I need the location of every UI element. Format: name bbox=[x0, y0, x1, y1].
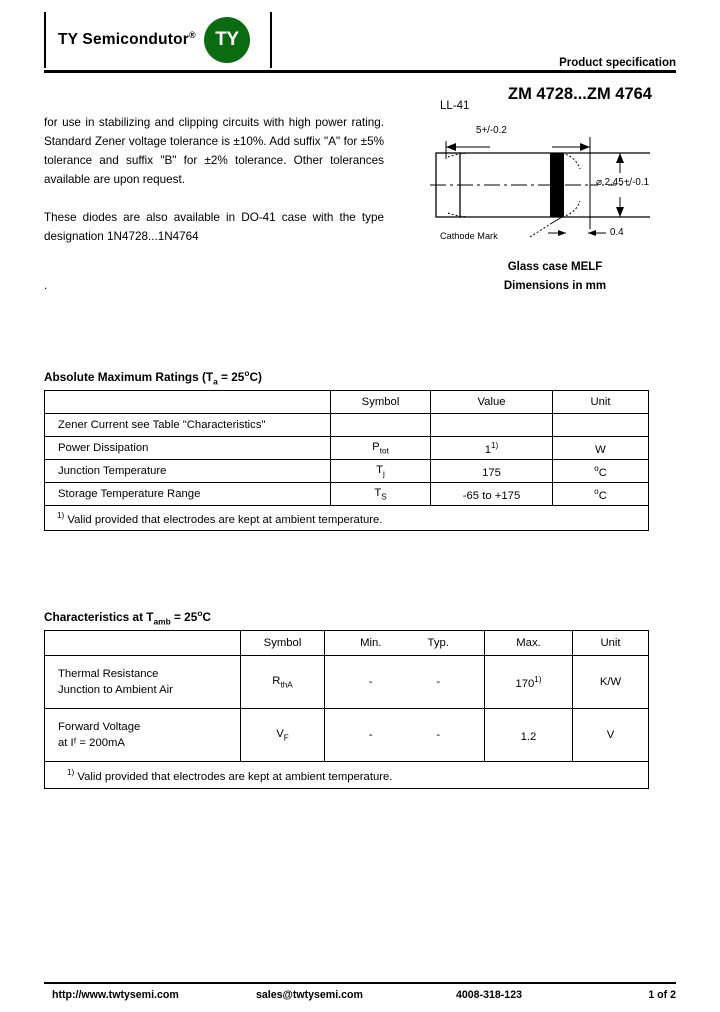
ch-row1-parameter-line1: Forward Voltage bbox=[58, 721, 141, 733]
ch-row0-symbol-sub: thA bbox=[280, 680, 293, 690]
ch-row1-max bbox=[485, 709, 573, 762]
amr-row2-symbol bbox=[331, 460, 431, 483]
table-row bbox=[45, 483, 649, 506]
amr-row3-unit-base: C bbox=[598, 489, 607, 502]
ch-row0-parameter-line2: Junction to Ambient Air bbox=[58, 684, 173, 696]
footer-website-link[interactable]: http://www.twtysemi.com bbox=[52, 989, 179, 1001]
ch-row0-symbol-base: R bbox=[272, 674, 281, 687]
ch-footnote-text: Valid provided that electrodes are kept at ambient temperature. bbox=[74, 770, 393, 783]
amr-footnote-text: Valid provided that electrodes are kept at ambient temperature. bbox=[64, 513, 383, 526]
table-header-row bbox=[45, 631, 649, 656]
absolute-maximum-ratings-heading bbox=[44, 368, 262, 386]
amr-row3-unit-sup: o bbox=[594, 486, 599, 496]
ch-row0-symbol bbox=[241, 656, 325, 709]
cathode-mark-label: Cathode Mark bbox=[440, 231, 498, 241]
amr-col-parameter bbox=[45, 391, 331, 414]
table-row bbox=[45, 709, 649, 762]
amr-col-unit: Unit bbox=[553, 391, 649, 414]
footer-divider-rule bbox=[44, 982, 676, 984]
ch-row0-min: - bbox=[368, 676, 373, 688]
ch-row1-min-typ bbox=[325, 709, 485, 762]
part-number-title: ZM 4728...ZM 4764 bbox=[508, 85, 652, 103]
amr-row2-unit-sup: o bbox=[594, 463, 599, 473]
amr-heading-suffix: C) bbox=[249, 369, 262, 384]
ch-row1-symbol bbox=[241, 709, 325, 762]
ch-row0-parameter bbox=[45, 656, 241, 709]
product-specification-label: Product specification bbox=[559, 57, 676, 69]
amr-row0-value bbox=[431, 414, 553, 437]
amr-row3-symbol bbox=[331, 483, 431, 506]
table-row bbox=[45, 437, 649, 460]
ch-col-parameter bbox=[45, 631, 241, 656]
amr-col-symbol: Symbol bbox=[331, 391, 431, 414]
ch-heading-sup: o bbox=[197, 608, 203, 618]
amr-row3-value-base: -65 to +175 bbox=[462, 489, 521, 502]
ch-col-unit: Unit bbox=[573, 631, 649, 656]
ch-heading-prefix: Characteristics at T bbox=[44, 609, 154, 624]
ch-row0-max-base: 170 bbox=[515, 677, 535, 690]
stray-dot-mark: . bbox=[44, 280, 48, 292]
registered-trademark-icon: ® bbox=[189, 30, 196, 41]
amr-row2-value bbox=[431, 460, 553, 483]
amr-row3-parameter: Storage Temperature Range bbox=[45, 483, 331, 506]
length-dimension-label: 5+/-0.2 bbox=[476, 125, 507, 136]
ch-row1-parameter-line2: at Iᶠ = 200mA bbox=[58, 737, 125, 749]
amr-heading-prefix: Absolute Maximum Ratings (T bbox=[44, 369, 214, 384]
diameter-dimension-label: ⌀ 2.45+/-0.1 bbox=[596, 177, 650, 188]
ch-row0-max bbox=[485, 656, 573, 709]
amr-row3-unit bbox=[553, 483, 649, 506]
band-width-dimension-label: 0.4 bbox=[610, 227, 624, 238]
ch-heading-mid: = 25 bbox=[170, 609, 198, 624]
characteristics-table bbox=[44, 630, 649, 789]
amr-row3-symbol-sub: S bbox=[381, 492, 387, 502]
amr-row2-symbol-base: T bbox=[376, 463, 384, 476]
package-caption-line-2: Dimensions in mm bbox=[503, 280, 607, 292]
amr-row0-unit bbox=[553, 414, 649, 437]
amr-heading-mid: = 25 bbox=[217, 369, 245, 384]
amr-footnote bbox=[45, 506, 649, 531]
table-footnote-row bbox=[45, 762, 649, 789]
amr-row1-unit-base: W bbox=[595, 443, 606, 456]
ty-logo bbox=[204, 17, 250, 63]
ch-row0-typ: - bbox=[436, 676, 441, 688]
amr-row3-symbol-base: T bbox=[374, 486, 382, 499]
footer-page-number: 1 of 2 bbox=[648, 989, 676, 1001]
table-row bbox=[45, 460, 649, 483]
absolute-maximum-ratings-table bbox=[44, 390, 649, 531]
amr-row0-parameter: Zener Current see Table "Characteristics" bbox=[45, 414, 331, 437]
package-code-label: LL-41 bbox=[440, 100, 470, 112]
amr-row1-parameter: Power Dissipation bbox=[45, 437, 331, 460]
package-caption-line-1: Glass case MELF bbox=[507, 261, 603, 273]
amr-row2-value-base: 175 bbox=[482, 466, 501, 479]
ch-footnote-marker: 1) bbox=[67, 767, 75, 777]
amr-footnote-marker: 1) bbox=[57, 510, 65, 520]
header-divider-rule bbox=[44, 70, 676, 73]
characteristics-heading bbox=[44, 608, 211, 626]
amr-row3-value bbox=[431, 483, 553, 506]
ch-footnote bbox=[45, 762, 649, 789]
amr-row0-symbol bbox=[331, 414, 431, 437]
ch-row1-max-base: 1.2 bbox=[520, 730, 537, 743]
amr-row2-parameter: Junction Temperature bbox=[45, 460, 331, 483]
ch-row1-min: - bbox=[368, 729, 373, 741]
intro-text-block bbox=[44, 113, 384, 246]
table-row bbox=[45, 656, 649, 709]
ch-col-typ: Typ. bbox=[427, 637, 449, 649]
ch-heading-suffix: C bbox=[202, 609, 211, 624]
footer-phone-number: 4008-318-123 bbox=[456, 989, 522, 1001]
amr-heading-sub: a bbox=[213, 376, 218, 387]
ty-logo-text: TY bbox=[215, 29, 239, 50]
amr-row1-value-sup: 1) bbox=[491, 440, 499, 450]
ch-row0-unit: K/W bbox=[573, 656, 649, 709]
amr-row1-symbol bbox=[331, 437, 431, 460]
table-footnote-row bbox=[45, 506, 649, 531]
ch-row0-min-typ bbox=[325, 656, 485, 709]
ch-col-min: Min. bbox=[360, 637, 382, 649]
ch-heading-sub: amb bbox=[153, 616, 171, 627]
ch-row1-symbol-base: V bbox=[276, 727, 284, 740]
ch-row1-unit: V bbox=[573, 709, 649, 762]
ch-col-max: Max. bbox=[485, 631, 573, 656]
ch-row1-parameter bbox=[45, 709, 241, 762]
amr-row1-value bbox=[431, 437, 553, 460]
amr-row2-unit bbox=[553, 460, 649, 483]
amr-row1-unit bbox=[553, 437, 649, 460]
footer-email-link[interactable]: sales@twtysemi.com bbox=[256, 989, 363, 1001]
amr-heading-sup: o bbox=[244, 368, 250, 378]
ch-col-symbol: Symbol bbox=[241, 631, 325, 656]
company-name bbox=[58, 30, 196, 49]
ch-row1-typ: - bbox=[436, 729, 441, 741]
amr-row1-value-base: 1 bbox=[484, 443, 491, 456]
company-name-text: TY Semicondutor bbox=[58, 31, 190, 49]
amr-row1-symbol-sub: tot bbox=[379, 446, 389, 456]
ch-row0-parameter-line1: Thermal Resistance bbox=[58, 668, 159, 680]
table-row bbox=[45, 414, 649, 437]
amr-row2-unit-base: C bbox=[598, 466, 607, 479]
ch-col-min-typ bbox=[325, 631, 485, 656]
package-caption bbox=[430, 258, 680, 296]
amr-col-value: Value bbox=[431, 391, 553, 414]
intro-paragraph-1: for use in stabilizing and clipping circuits with high power rating. Standard Zener voltage tolerance is ±10%. Add suffix "A" for ±5% tolerance and suffix "B" for ±2% tolerance. Other tolerances available are upon request. bbox=[44, 116, 384, 186]
amr-row2-symbol-sub: j bbox=[383, 469, 385, 479]
amr-row1-symbol-base: P bbox=[372, 440, 380, 453]
intro-paragraph-2: These diodes are also available in DO-41 case with the type designation 1N4728...1N4764 bbox=[44, 211, 384, 243]
ch-row1-symbol-sub: F bbox=[283, 733, 289, 743]
ch-row0-max-sup: 1) bbox=[534, 674, 542, 684]
table-header-row bbox=[45, 391, 649, 414]
company-header bbox=[44, 12, 272, 68]
